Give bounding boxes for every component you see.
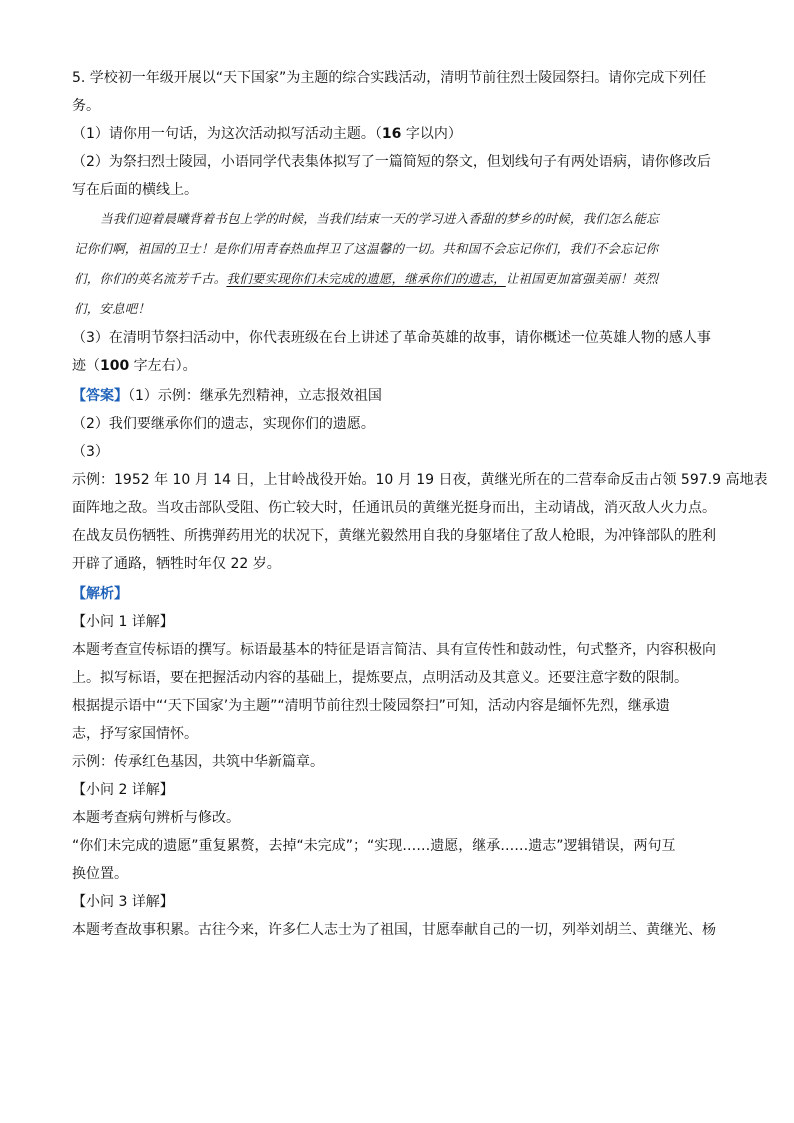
eulogy-underlined-sentence: 我们要实现你们未完成的遗愿，继承你们的遗志， bbox=[226, 271, 506, 286]
answer-3-line-1: 示例：1952 年 10 月 14 日，上甘岭战役开始。10 月 19 日夜，黄继光所在的二营奉命反击占领 597.9 高地表 bbox=[72, 472, 768, 488]
analysis-2-line-2: “你们未完成的遗愿”重复累赘，去掉“未完成”；“实现……遗愿，继承……遗志”逻辑错误，两句互 bbox=[72, 838, 676, 854]
subquestion-3-rest: 字左右）。 bbox=[129, 358, 197, 374]
question-stem-line-1: 5. 学校初一年级开展以“天下国家”为主题的综合实践活动，清明节前往烈士陵园祭扫。请你完成下列任 bbox=[72, 70, 707, 86]
subquestion-2-line-1: （2）为祭扫烈士陵园，小语同学代表集体拟写了一篇简短的祭文，但划线句子有两处语病，请你修改后 bbox=[72, 154, 711, 170]
answer-3-label: （3） bbox=[72, 444, 109, 460]
analysis-2-title: 【小问 2 详解】 bbox=[72, 782, 174, 798]
eulogy-line-1: 当我们迎着晨曦背着书包上学的时候，当我们结束一天的学习进入香甜的梦乡的时候，我们怎么能忘 bbox=[100, 211, 659, 226]
analysis-label-text: 【解析】 bbox=[72, 586, 128, 602]
subquestion-1-text: （1）请你用一句话，为这次活动拟写活动主题。（ bbox=[72, 126, 382, 142]
answer-3-line-3: 在战友员伤牺牲、所携弹药用光的状况下，黄继光毅然用自我的身躯堵住了敌人枪眼，为冲锋部队的胜利 bbox=[72, 528, 716, 544]
subquestion-2-line-2: 写在后面的横线上。 bbox=[72, 182, 198, 198]
analysis-1-line-4: 志，抒写家国情怀。 bbox=[72, 726, 198, 742]
eulogy-line-3 bbox=[74, 264, 724, 294]
answer-2: （2）我们要继承你们的遗志，实现你们的遗愿。 bbox=[72, 416, 375, 432]
subquestion-3-count: 100 bbox=[100, 358, 130, 374]
analysis-1-title: 【小问 1 详解】 bbox=[72, 614, 174, 630]
answer-line-1 bbox=[72, 382, 724, 410]
eulogy-line-3-end: 让祖国更加富强美丽！英烈 bbox=[505, 271, 659, 286]
analysis-1-line-5: 示例：传承红色基因，共筑中华新篇章。 bbox=[72, 754, 324, 770]
analysis-1-line-3: 根据提示语中“‘天下国家’为主题”“清明节前往烈士陵园祭扫”可知，活动内容是缅怀先烈，继承遗 bbox=[72, 698, 670, 714]
eulogy-line-2: 记你们啊，祖国的卫士！是你们用青春热血捍卫了这温馨的一切。共和国不会忘记你们，我们不会忘记你 bbox=[74, 241, 659, 256]
document-page bbox=[72, 64, 768, 944]
analysis-2-line-3: 换位置。 bbox=[72, 866, 128, 882]
eulogy-passage bbox=[72, 204, 724, 324]
eulogy-line-4: 们，安息吧！ bbox=[74, 301, 151, 316]
subquestion-3-open: 迹（ bbox=[72, 358, 100, 374]
analysis-1-line-1: 本题考查宣传标语的撰写。标语最基本的特征是语言简洁、具有宣传性和鼓动性，句式整齐，内容积极向 bbox=[72, 642, 716, 658]
analysis-2-line-1: 本题考查病句辨析与修改。 bbox=[72, 810, 240, 826]
analysis-1-line-2: 上。拟写标语，要在把握活动内容的基础上，提炼要点，点明活动及其意义。还要注意字数的限制。 bbox=[72, 670, 688, 686]
answer-label: 【答案】 bbox=[72, 388, 128, 404]
analysis-3-title: 【小问 3 详解】 bbox=[72, 894, 174, 910]
subquestion-1 bbox=[72, 120, 724, 148]
eulogy-line-3-start: 们，你们的英名流芳千古。 bbox=[74, 271, 227, 286]
answer-1-text: （1）示例：继承先烈精神，立志报效祖国 bbox=[128, 388, 382, 404]
subquestion-1-suffix: 字以内） bbox=[401, 126, 462, 142]
subquestion-3-line-1: （3）在清明节祭扫活动中，你代表班级在台上讲述了革命英雄的故事，请你概述一位英雄人物的感人事 bbox=[72, 330, 711, 346]
answer-3-line-4: 开辟了通路，牺牲时年仅 22 岁。 bbox=[72, 556, 281, 572]
subquestion-3-line-2 bbox=[72, 352, 724, 380]
subquestion-1-count: 16 bbox=[381, 126, 402, 142]
question-stem-line-2: 务。 bbox=[72, 98, 100, 114]
analysis-label bbox=[72, 580, 724, 608]
analysis-3-line-1: 本题考查故事积累。古往今来，许多仁人志士为了祖国，甘愿奉献自己的一切，列举刘胡兰、黄继光、杨 bbox=[72, 922, 716, 938]
answer-3-line-2: 面阵地之敌。当攻击部队受阻、伤亡较大时，任通讯员的黄继光挺身而出，主动请战，消灭敌人火力点。 bbox=[72, 500, 716, 516]
